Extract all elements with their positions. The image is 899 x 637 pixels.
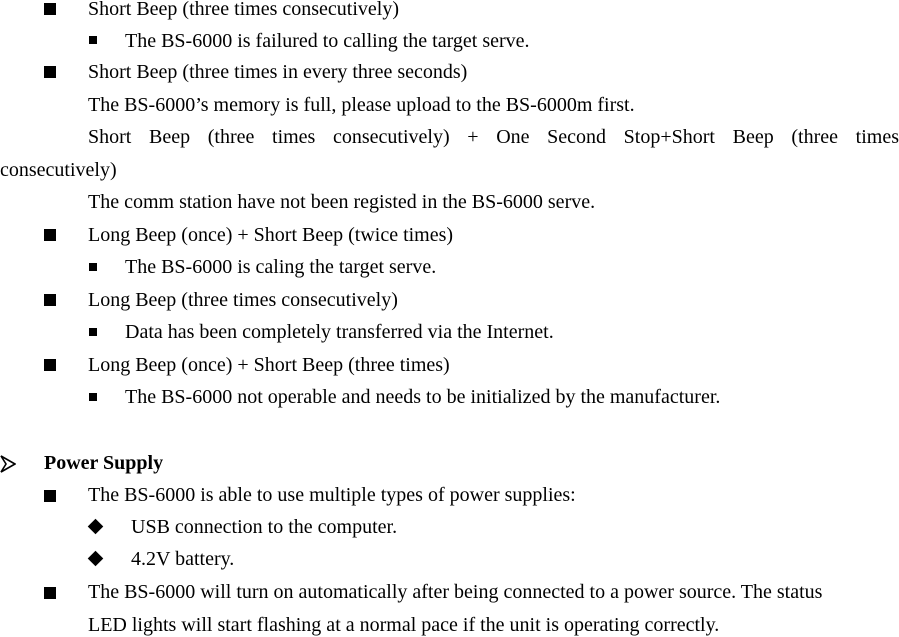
beep-meaning-text: The BS-6000 is failured to calling the target serve. [125,30,530,52]
small-square-bullet-icon [89,263,97,271]
power-option-text: 4.2V battery. [131,548,235,570]
square-bullet-icon [44,66,56,78]
beep-meaning-text: The comm station have not been registed in the BS-6000 serve. [88,191,596,213]
beep-meaning-text: The BS-6000 not operable and needs to be initialized by the manufacturer. [125,386,721,408]
paragraph-text-continuation: LED lights will start flashing at a normal pace if the unit is operating correctly. [88,614,720,636]
power-option-text: USB connection to the computer. [131,516,398,538]
square-bullet-icon [44,587,56,599]
small-square-bullet-icon [89,393,97,401]
small-square-bullet-icon [89,36,97,44]
beep-pattern-text: Short Beep (three times in every three seconds) [88,61,468,83]
beep-meaning-text: Data has been completely transferred via the Internet. [125,321,554,343]
square-bullet-icon [44,294,56,306]
square-bullet-icon [44,3,56,15]
beep-pattern-text: Long Beep (once) + Short Beep (three times) [88,354,450,376]
paragraph-text: The BS-6000 will turn on automatically after being connected to a power source. The status [88,581,823,603]
arrow-bullet-icon [0,455,16,473]
beep-meaning-text: The BS-6000 is caling the target serve. [125,256,437,278]
beep-pattern-continuation: consecutively) [0,159,117,181]
square-bullet-icon [44,490,56,502]
square-bullet-icon [44,229,56,241]
beep-meaning-text: The BS-6000’s memory is full, please upload to the BS-6000m first. [88,94,635,116]
beep-pattern-text: Short Beep (three times consecutively) [88,0,400,20]
beep-pattern-text: Short Beep (three times consecutively) + One Second Stop+Short Beep (three times [88,126,899,148]
small-square-bullet-icon [89,328,97,336]
section-heading: Power Supply [44,452,164,474]
beep-pattern-text: Long Beep (three times consecutively) [88,289,398,311]
beep-pattern-text: Long Beep (once) + Short Beep (twice times) [88,224,454,246]
square-bullet-icon [44,359,56,371]
diamond-bullet-icon [88,519,104,535]
paragraph-text: The BS-6000 is able to use multiple types of power supplies: [88,484,576,506]
diamond-bullet-icon [88,551,104,567]
